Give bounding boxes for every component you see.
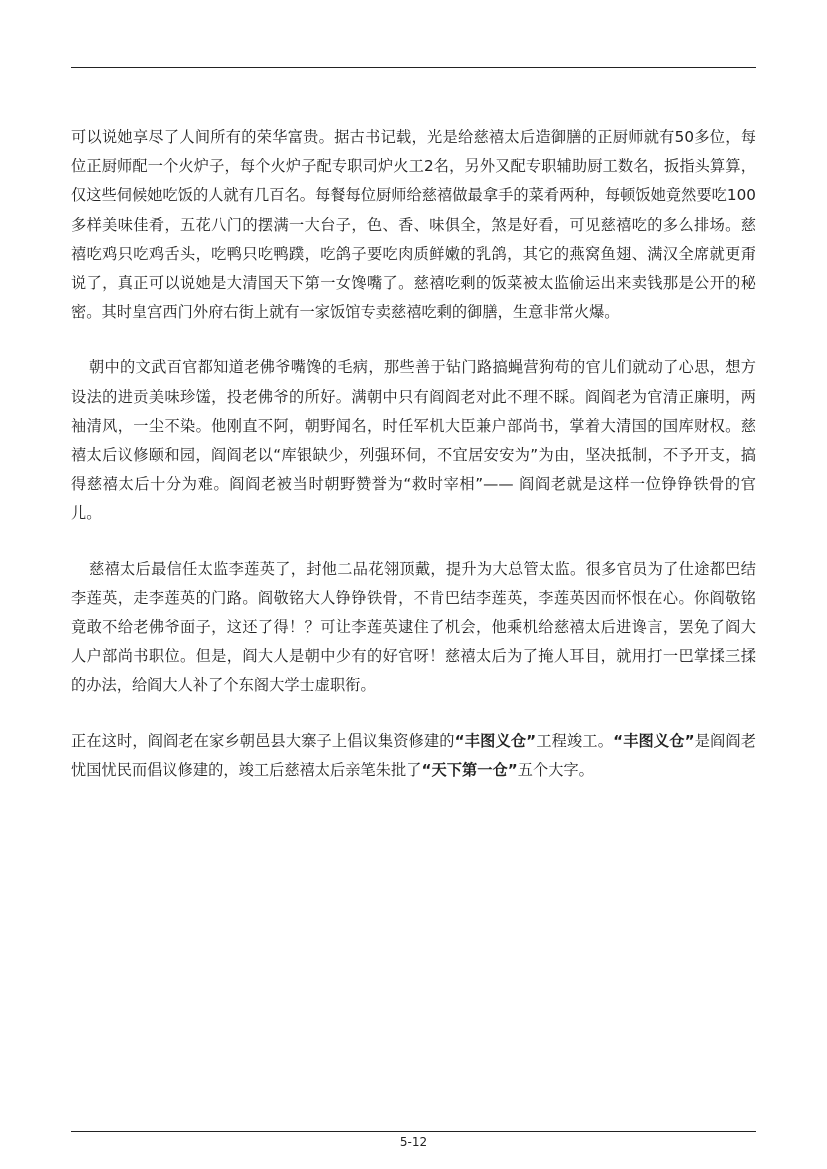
footer-rule xyxy=(71,1131,756,1132)
paragraph-4 xyxy=(71,727,756,785)
paragraph-2: 朝中的文武百官都知道老佛爷嘴馋的毛病，那些善于钻门路搞蝇营狗苟的官儿们就动了心思，想方设法的进贡美味珍馐，投老佛爷的所好。满朝中只有阎阎老对此不理不睬。阎阎老为官清正廉明，两袖清风，一尘不染。他刚直不阿，朝野闻名，时任军机大臣兼户部尚书，掌着大清国的国库财权。慈禧太后议修颐和园，阎阎老以“库银缺少，列强环伺，不宜居安安为”为由，坚决抵制，不予开支，搞得慈禧太后十分为难。阎阎老被当时朝野赞誉为“救时宰相”—— 阎阎老就是这样一位铮铮铁骨的官儿。 xyxy=(71,358,756,523)
paragraph-4-quote-1: “丰图义仓” xyxy=(454,731,537,750)
page-number: 5-12 xyxy=(399,1135,428,1149)
paragraph-4-quote-2: “丰图义仓” xyxy=(613,731,695,750)
page-body xyxy=(71,123,756,785)
paragraph-1: 可以说她享尽了人间所有的荣华富贵。据古书记载，光是给慈禧太后造御膳的正厨师就有50多位，每位正厨师配一个火炉子，每个火炉子配专职司炉火工2名，另外又配专职辅助厨工数名，扳指头算算，仅这些伺候她吃饭的人就有几百名。每餐每位厨师给慈禧做最拿手的菜肴两种，每顿饭她竟然要吃100多样美味佳肴，五花八门的摆满一大台子，色、香、味俱全，煞是好看，可见慈禧吃的多么排场。慈禧吃鸡只吃鸡舌头，吃鸭只吃鸭蹼，吃鸽子要吃肉质鲜嫩的乳鸽，其它的燕窝鱼翅、满汉全席就更甭说了，真正可以说她是大清国天下第一女馋嘴了。慈禧吃剩的饭菜被太监偷运出来卖钱那是公开的秘密。其时皇宫西门外府右街上就有一家饭馆专卖慈禧吃剩的御膳，生意非常火爆。 xyxy=(71,128,756,322)
paragraph-4-text-2: 工程竣工。 xyxy=(536,731,614,750)
paragraph-4-quote-3: “天下第一仓” xyxy=(421,760,518,779)
paragraph-3: 慈禧太后最信任太监李莲英了，封他二品花翎顶戴，提升为大总管太监。很多官员为了仕途都巴结李莲英，走李莲英的门路。阎敬铭大人铮铮铁骨，不肯巴结李莲英，李莲英因而怀恨在心。你阎敬铭竟敢不给老佛爷面子，这还了得！？可让李莲英逮住了机会，他乘机给慈禧太后进谗言，罢免了阎大人户部尚书职位。但是，阎大人是朝中少有的好官呀！慈禧太后为了掩人耳目，就用打一巴掌揉三揉的办法，给阎大人补了个东阁大学士虚职衔。 xyxy=(71,559,756,695)
paragraph-4-text-3: 是阎阎老忧国忧民而倡议修建的，竣工后慈禧太后亲笔朱批了 xyxy=(71,731,757,779)
header-rule xyxy=(71,67,756,68)
paragraph-4-text-1: 正在这时，阎阎老在家乡朝邑县大寨子上倡议集资修建的 xyxy=(71,731,455,750)
paragraph-4-text-4: 五个大字。 xyxy=(517,760,594,779)
